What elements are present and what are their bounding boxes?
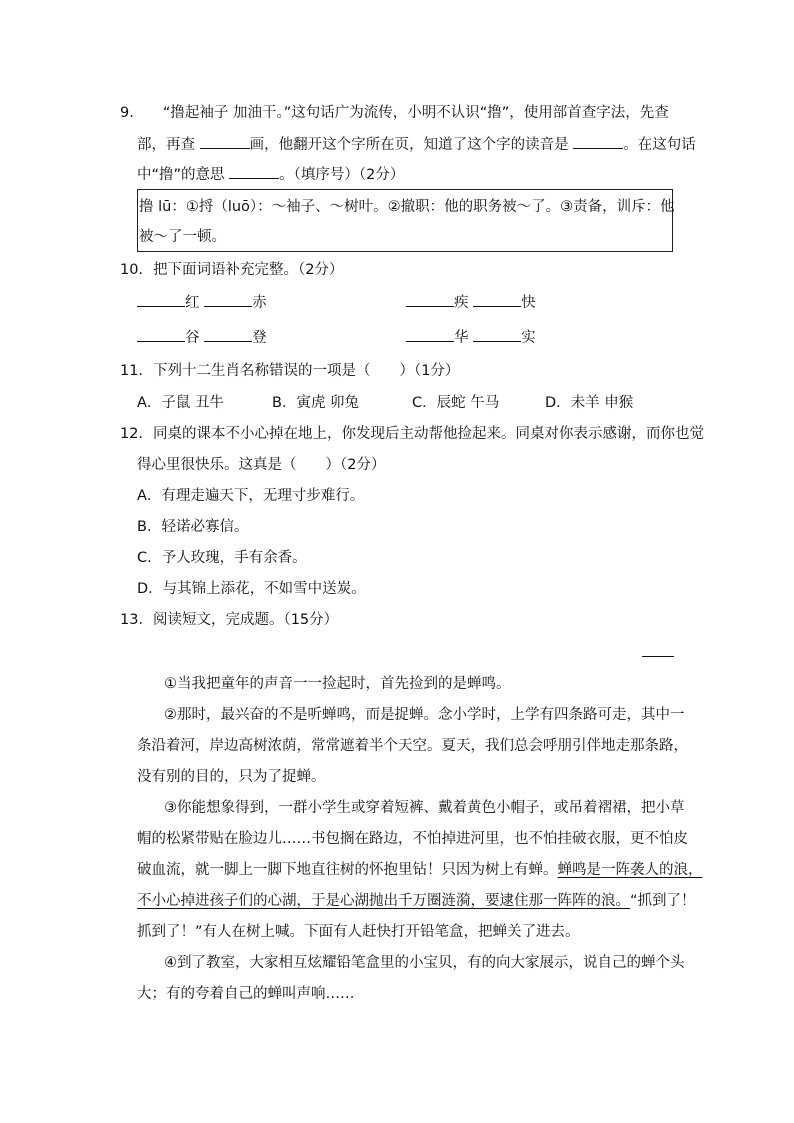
passage-paragraph-3-line-1: ③你能想象得到，一群小学生或穿着短裤、戴着黄色小帽子，或吊着褶裙，把小草 <box>164 800 685 816</box>
q9-blank-strokes[interactable] <box>200 134 250 149</box>
q10-blank[interactable] <box>137 292 185 307</box>
q12-option-b[interactable]: B．轻诺必寡信。 <box>137 519 249 535</box>
q10-blank[interactable] <box>137 327 185 342</box>
q9-text: 画，他翻开这个字所在页，知道了这个字的读音是 <box>249 137 574 153</box>
q10-blank[interactable] <box>473 292 521 307</box>
q9-text: 部，再查 <box>137 137 200 153</box>
q12-option-d[interactable]: D．与其锦上添花，不如雪中送炭。 <box>137 581 366 597</box>
underlined-sentence: 蝉鸣是一阵袭人的浪， <box>557 862 703 878</box>
q9-line-1: 9. “撸起袖子 加油干。”这句话广为流传，小明不认识“撸”，使用部首查字法，先查 <box>120 105 669 121</box>
q10-word: 红 <box>185 295 200 311</box>
q12-option-a[interactable]: A．有理走遍天下，无理寸步难行。 <box>137 488 365 504</box>
q11-option-a[interactable]: A．子鼠 丑牛 <box>137 395 225 411</box>
passage-paragraph-3-line-4 <box>137 891 696 911</box>
q10-blank[interactable] <box>204 327 252 342</box>
q10-word: 登 <box>252 330 267 346</box>
q9-definition-line-2: 被～了一顿。 <box>139 229 226 245</box>
q10-word: 赤 <box>252 295 267 311</box>
q9-text: 。在这句话 <box>623 137 696 153</box>
q10-blank[interactable] <box>406 292 454 307</box>
q10-blank[interactable] <box>473 327 521 342</box>
title-blank-line[interactable] <box>642 656 674 657</box>
passage-paragraph-2-line-2: 条沿着河，岸边高树浓荫，常常遮着半个天空。夏天，我们总会呼朋引伴地走那条路， <box>137 738 688 754</box>
q11-option-d[interactable]: D．未羊 申猴 <box>545 395 634 411</box>
q10-row-1-right <box>406 292 536 313</box>
passage-paragraph-2-line-3: 没有别的目的，只为了捉蝉。 <box>137 769 326 785</box>
passage-paragraph-4-line-1: ④到了教室，大家相互炫耀铅笔盒里的小宝贝，有的向大家展示，说自己的蝉个头 <box>164 955 685 971</box>
q10-word: 华 <box>454 330 469 346</box>
q10-blank[interactable] <box>204 292 252 307</box>
q10-row-1-left <box>137 292 267 313</box>
q9-blank-meaning[interactable] <box>229 164 279 179</box>
q9-line-2 <box>137 134 696 155</box>
q9-blank-pronunciation[interactable] <box>573 134 623 149</box>
q13-title: 13．阅读短文，完成题。（15分） <box>120 612 339 628</box>
q10-row-2-left <box>137 327 267 348</box>
passage-paragraph-3-line-5: 抓到了！”有人在树上喊。下面有人赶快打开铅笔盒，把蝉关了进去。 <box>137 924 580 940</box>
q10-title: 10．把下面词语补充完整。（2分） <box>120 262 344 278</box>
q10-blank[interactable] <box>406 327 454 342</box>
passage-text: “抓到了！ <box>630 893 696 909</box>
q9-line-3 <box>137 164 404 185</box>
passage-paragraph-1: ①当我把童年的声音一一捡起时，首先捡到的是蝉鸣。 <box>164 676 511 692</box>
q11-option-b[interactable]: B．寅虎 卯兔 <box>272 395 360 411</box>
passage-paragraph-3-line-2: 帽的松紧带贴在脸边儿……书包搁在路边，不怕掉进河里，也不怕挂破衣服，更不怕皮 <box>137 831 688 847</box>
underlined-sentence: 不小心掉进孩子们的心湖，于是心湖抛出千万圈涟漪，要逮住那一阵阵的浪。 <box>137 893 630 909</box>
passage-paragraph-2-line-1: ②那时，最兴奋的不是听蝉鸣，而是捉蝉。念小学时，上学有四条路可走，其中一 <box>164 707 685 723</box>
q9-definition-line-1: 撸 lū：①捋（luō）：～袖子、～树叶。②撤职：他的职务被～了。③责备，训斥：他 <box>139 199 675 215</box>
q10-row-2-right <box>406 327 536 348</box>
q12-option-c[interactable]: C．予人玫瑰，手有余香。 <box>137 550 307 566</box>
passage-paragraph-3-line-3 <box>137 860 703 880</box>
q10-word: 谷 <box>185 330 200 346</box>
q10-word: 快 <box>521 295 536 311</box>
q11-option-c[interactable]: C．辰蛇 午马 <box>412 395 500 411</box>
q10-word: 实 <box>521 330 536 346</box>
passage-paragraph-4-line-2: 大；有的夸着自己的蝉叫声响…… <box>137 986 355 1002</box>
q11-title: 11．下列十二生肖名称错误的一项是（ ）（1分） <box>120 363 460 379</box>
q12-line-2: 得心里很快乐。这真是（ ）（2分） <box>137 457 386 473</box>
q9-text: 。（填序号）（2分） <box>279 167 405 183</box>
q9-text: 中“撸”的意思 <box>137 167 230 183</box>
q12-line-1: 12．同桌的课本不小心掉在地上，你发现后主动帮他捡起来。同桌对你表示感谢，而你也觉 <box>120 426 704 442</box>
q10-word: 疾 <box>454 295 469 311</box>
passage-text: 破血流，就一脚上一脚下地直往树的怀抱里钻！只因为树上有蝉。 <box>137 862 558 878</box>
